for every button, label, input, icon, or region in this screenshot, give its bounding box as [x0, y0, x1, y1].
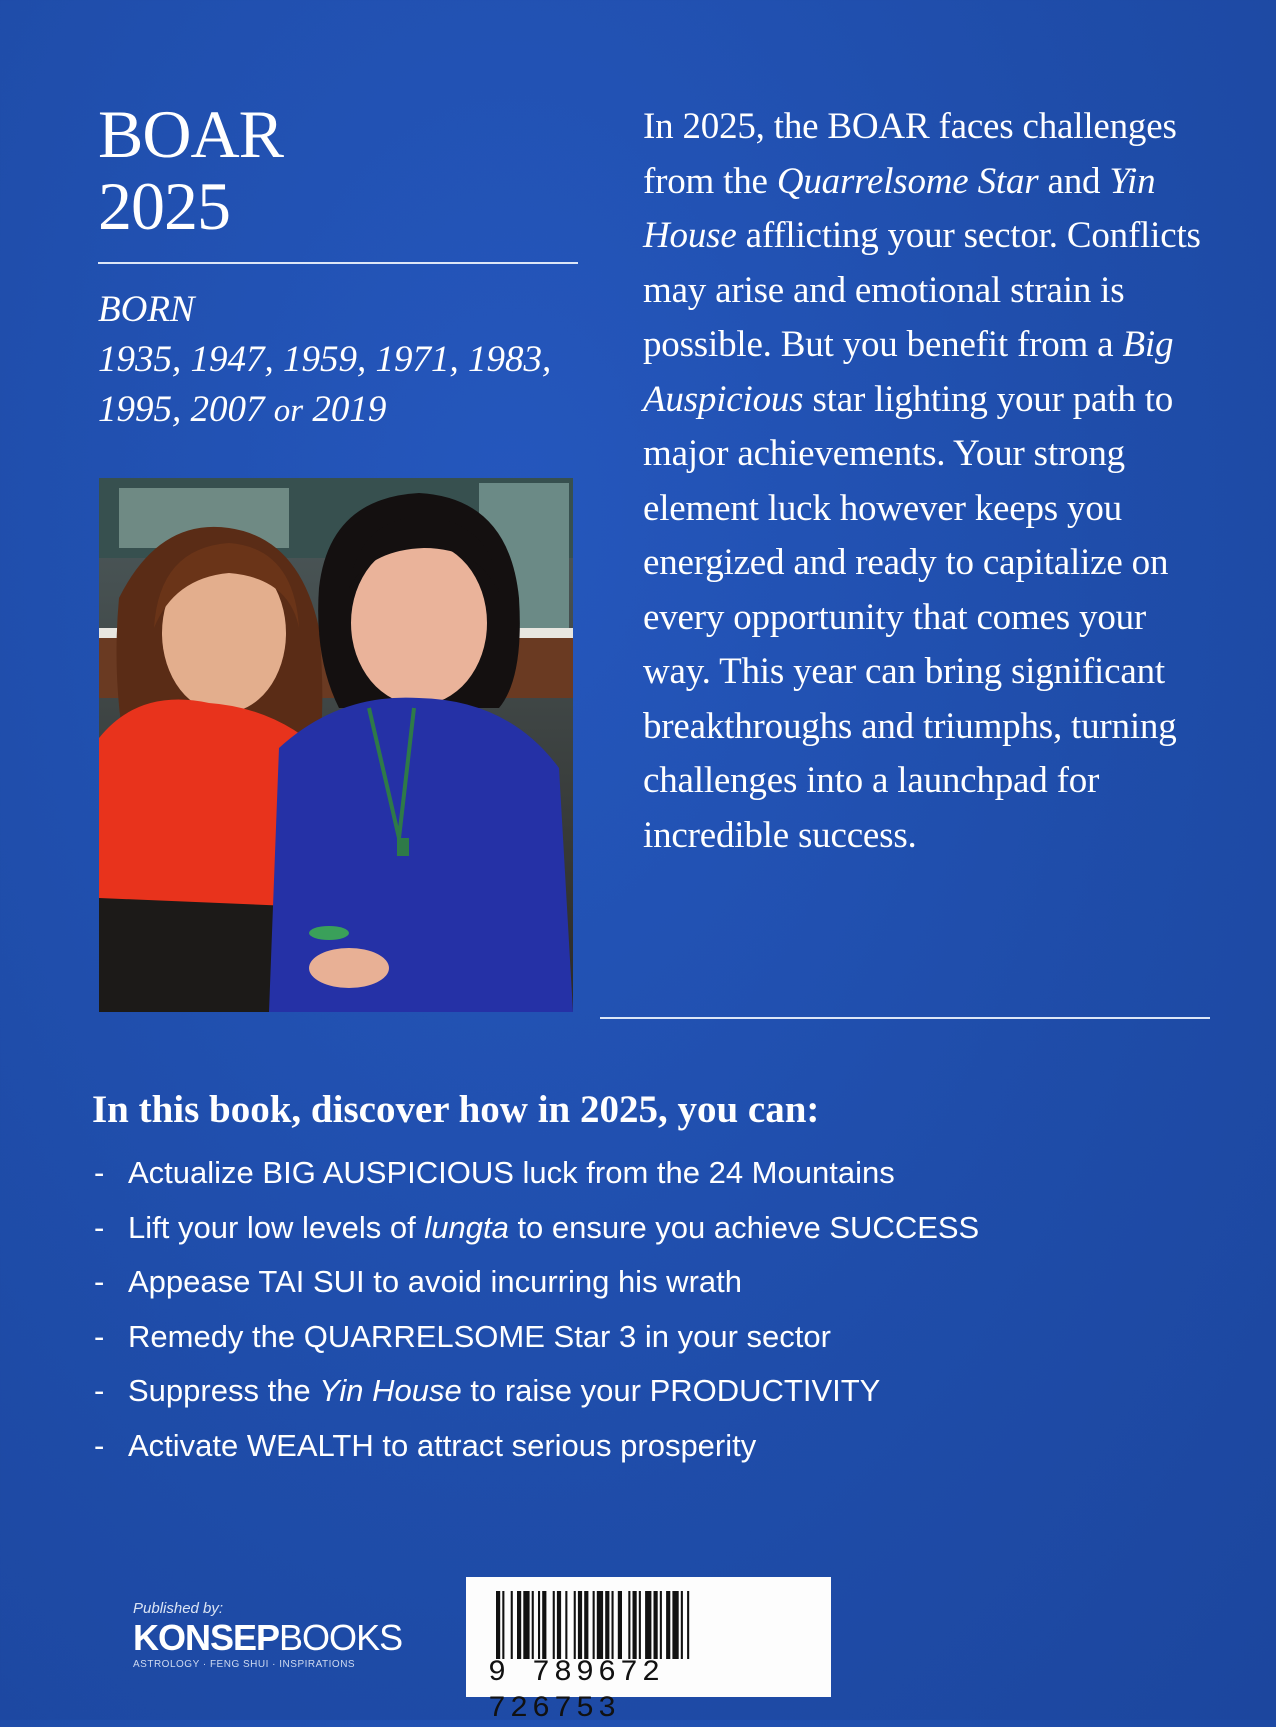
born-last-year: 2019: [312, 389, 387, 430]
bullet-text: Activate WEALTH to attract serious prosperity: [128, 1427, 757, 1463]
bullet-dash: -: [94, 1427, 105, 1463]
born-years-line2: [98, 385, 598, 436]
bullet-dash: -: [94, 1264, 105, 1300]
bullet-dash: -: [94, 1209, 105, 1245]
discover-heading: In this book, discover how in 2025, you can:: [92, 1088, 820, 1131]
blurb-italic-quarrelsome-star: Quarrelsome Star: [776, 160, 1039, 202]
blurb-divider: [600, 1017, 1210, 1019]
blurb-text-3: afflicting your sector. Conflicts may arise and emotional strain is possible. But you benefit from a: [643, 215, 1201, 365]
bullet-dash: -: [94, 1318, 105, 1354]
list-item: [92, 1364, 1242, 1419]
list-item: [92, 1419, 1242, 1474]
published-by-label: Published by:: [133, 1600, 224, 1617]
discover-list: [92, 1146, 1242, 1474]
list-item: [92, 1201, 1242, 1256]
bullet-dash: -: [94, 1155, 105, 1190]
isbn-barcode: [466, 1577, 831, 1726]
bullet-text-pre: Suppress the: [128, 1373, 320, 1409]
title-year: 2025: [98, 168, 230, 244]
back-cover-blurb: [643, 100, 1203, 863]
bullet-dash: -: [94, 1373, 105, 1409]
list-item: [92, 1310, 1242, 1365]
bullet-text: Actualize BIG AUSPICIOUS luck from the 24 Mountains: [128, 1155, 895, 1190]
bullet-text-italic: lungta: [424, 1209, 509, 1245]
bullet-text: Appease TAI SUI to avoid incurring his wrath: [128, 1264, 742, 1300]
bullet-text-post: to raise your PRODUCTIVITY: [461, 1373, 881, 1409]
title-animal: BOAR: [98, 96, 283, 172]
born-years-line1: 1935, 1947, 1959, 1971, 1983,: [98, 339, 552, 380]
blurb-italic-yin-house: Yin House: [643, 160, 1156, 256]
publisher-name-bold: KONSEP: [133, 1617, 280, 1658]
bullet-text-post: to ensure you achieve SUCCESS: [508, 1209, 980, 1245]
born-label: BORN: [98, 289, 195, 330]
author-photo: [99, 478, 573, 1012]
born-or: or: [273, 393, 304, 429]
bullet-text-pre: Lift your low levels of: [128, 1209, 425, 1245]
bullet-text: Remedy the QUARRELSOME Star 3 in your sector: [128, 1318, 831, 1354]
barcode-bars: [496, 1591, 801, 1659]
blurb-text-4: star lighting your path to major achievements. Your strong element luck however keeps you energized and ready to capitalize on every opportunity that comes your way. This year can bring significant breakthroughs and triumphs, turning challenges into a launchpad for incredible success.: [643, 378, 1177, 856]
bullet-text-italic: Yin House: [319, 1373, 462, 1409]
isbn-number: 9 789672 726753: [488, 1656, 665, 1726]
publisher-wordmark: [133, 1618, 433, 1658]
publisher-tagline: ASTROLOGY · FENG SHUI · INSPIRATIONS: [133, 1659, 356, 1670]
blurb-italic-big-auspicious: Big Auspicious: [643, 324, 1174, 420]
list-item: [92, 1146, 1242, 1201]
blurb-text-2: and: [1038, 160, 1110, 202]
born-years-block: [98, 285, 598, 436]
publisher-name-regular: BOOKS: [279, 1617, 403, 1658]
list-item: [92, 1255, 1242, 1310]
born-years-line2-text: 1995, 2007: [98, 389, 265, 430]
book-title: [98, 98, 578, 242]
publisher-logo: [133, 1600, 433, 1672]
title-divider: [98, 262, 578, 264]
blurb-text-1: In 2025, the BOAR faces challenges from the: [643, 106, 1177, 202]
